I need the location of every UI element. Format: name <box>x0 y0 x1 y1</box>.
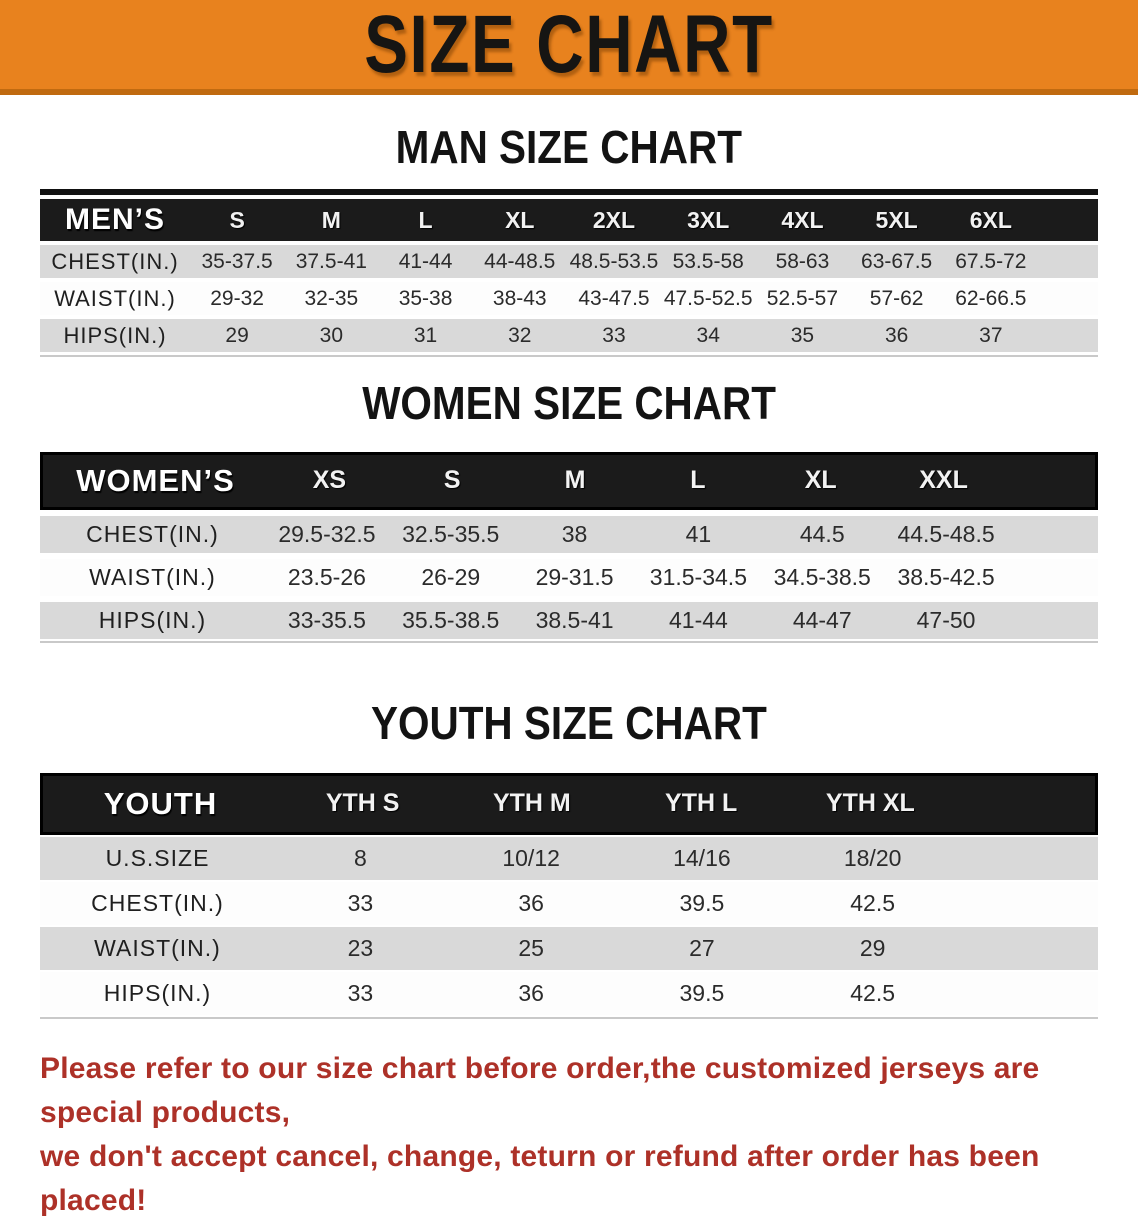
table-row <box>40 559 1098 596</box>
youth-section-heading <box>0 696 1138 749</box>
women-section-title: WOMEN SIZE CHART <box>362 377 776 430</box>
table-cell: 23.5-26 <box>287 563 366 590</box>
table-cell: 26-29 <box>421 563 481 590</box>
table-cell: 41 <box>685 520 712 547</box>
table-cell: 63-67.5 <box>861 249 933 273</box>
table-cell: 31 <box>413 323 438 347</box>
row-label: U.S.SIZE <box>105 844 210 871</box>
youth-section-title: YOUTH SIZE CHART <box>371 696 767 749</box>
table-cell: 47.5-52.5 <box>663 286 753 310</box>
table-cell: 30 <box>319 323 343 347</box>
table-cell: 39.5 <box>679 889 725 916</box>
table-cell: 35-37.5 <box>201 249 273 273</box>
table-row <box>40 927 1098 970</box>
table-cell: 44.5-48.5 <box>897 520 995 547</box>
table-cell: 36 <box>518 889 544 916</box>
table-cell: 38.5-41 <box>535 606 614 633</box>
banner-title: SIZE CHART <box>364 0 774 90</box>
table-cell: 33 <box>602 323 626 347</box>
table-cell: 34.5-38.5 <box>773 563 871 590</box>
table-row <box>40 882 1098 925</box>
row-label: CHEST(IN.) <box>91 889 224 916</box>
table-cell: 14/16 <box>673 844 731 871</box>
table-cell: 44-47 <box>792 606 852 633</box>
table-cell: 33 <box>347 979 374 1006</box>
table-cell: 27 <box>689 934 715 961</box>
table-cell: 52.5-57 <box>766 286 839 310</box>
column-header: XS <box>312 466 347 495</box>
table-cell: 37 <box>979 323 1003 347</box>
table-cell: 25 <box>518 934 544 961</box>
row-label: HIPS(IN.) <box>98 606 207 633</box>
table-cell: 18/20 <box>843 844 902 871</box>
table-cell: 29 <box>859 934 886 961</box>
table-cell: 29 <box>225 323 249 347</box>
table-cell: 42.5 <box>850 889 895 916</box>
women-size-table <box>40 452 1098 643</box>
table-cell: 38 <box>561 520 588 547</box>
column-header: YTH L <box>665 789 738 818</box>
table-cell: 29-32 <box>210 286 264 310</box>
table-cell: 32.5-35.5 <box>402 520 500 547</box>
column-header: 2XL <box>592 206 636 233</box>
column-header: M <box>321 206 341 233</box>
disclaimer-text <box>40 1047 1108 1223</box>
column-header: 5XL <box>875 206 918 233</box>
men-size-table <box>40 189 1098 357</box>
table-cell: 32 <box>508 323 532 347</box>
disclaimer-line-2: we don't accept cancel, change, teturn or refund after order has been placed! <box>40 1139 1040 1217</box>
table-cell: 35-38 <box>398 286 453 310</box>
row-label: CHEST(IN.) <box>51 248 179 274</box>
table-cell: 23 <box>347 934 374 961</box>
column-header: XXL <box>919 466 968 495</box>
row-label: HIPS(IN.) <box>103 979 212 1006</box>
size-chart-banner <box>0 0 1138 95</box>
table-cell: 10/12 <box>502 844 560 871</box>
table-cell: 48.5-53.5 <box>569 249 659 273</box>
table-cell: 35.5-38.5 <box>402 606 500 633</box>
table-cell: 34 <box>696 323 720 347</box>
women-table-header-row <box>40 452 1098 510</box>
row-label: CHEST(IN.) <box>86 520 219 547</box>
table-row <box>40 972 1098 1015</box>
table-row <box>40 516 1098 553</box>
column-header: L <box>690 466 706 495</box>
column-header: M <box>564 466 586 495</box>
table-cell: 43-47.5 <box>578 286 650 310</box>
column-header: XL <box>505 206 535 233</box>
table-cell: 41-44 <box>398 249 453 273</box>
table-cell: 58-63 <box>775 249 830 273</box>
disclaimer-line-1: Please refer to our size chart before order,the customized jerseys are special products, <box>40 1051 1040 1129</box>
youth-table-label: YOUTH <box>103 785 218 821</box>
column-header: L <box>418 206 433 233</box>
table-cell: 32-35 <box>304 286 359 310</box>
table-cell: 67.5-72 <box>955 249 1027 273</box>
table-cell: 36 <box>518 979 544 1006</box>
column-header: XL <box>804 466 837 495</box>
table-cell: 38-43 <box>492 286 547 310</box>
men-section-heading <box>0 123 1138 171</box>
table-cell: 35 <box>790 323 815 347</box>
table-cell: 8 <box>353 844 367 871</box>
column-header: S <box>229 206 245 233</box>
column-header: 4XL <box>781 206 824 233</box>
table-cell: 37.5-41 <box>295 249 367 273</box>
column-header: 6XL <box>969 206 1012 233</box>
row-label: HIPS(IN.) <box>63 322 167 348</box>
women-section-heading <box>0 377 1138 430</box>
women-table-label: WOMEN’S <box>76 462 235 498</box>
table-cell: 44-48.5 <box>484 249 556 273</box>
table-row <box>40 602 1098 639</box>
row-label: WAIST(IN.) <box>94 934 221 961</box>
table-cell: 39.5 <box>679 979 725 1006</box>
table-cell: 33-35.5 <box>287 606 366 633</box>
youth-size-table <box>40 773 1098 1019</box>
table-cell: 29-31.5 <box>535 563 614 590</box>
row-label: WAIST(IN.) <box>89 563 216 590</box>
row-label: WAIST(IN.) <box>54 285 176 311</box>
table-row <box>40 837 1098 880</box>
column-header: 3XL <box>687 206 730 233</box>
youth-table-header-row <box>40 773 1098 835</box>
table-cell: 29.5-32.5 <box>278 520 376 547</box>
column-header: S <box>443 466 461 495</box>
table-cell: 33 <box>347 889 374 916</box>
table-cell: 57-62 <box>869 286 924 310</box>
table-cell: 41-44 <box>668 606 728 633</box>
men-table-label: MEN’S <box>64 203 165 237</box>
table-cell: 47-50 <box>916 606 976 633</box>
column-header: YTH XL <box>825 789 915 818</box>
column-header: YTH M <box>492 789 571 818</box>
column-header: YTH S <box>325 789 400 818</box>
men-section-title: MAN SIZE CHART <box>395 121 743 173</box>
table-cell: 53.5-58 <box>672 249 744 273</box>
men-table-header-row <box>40 199 1098 241</box>
table-cell: 38.5-42.5 <box>897 563 995 590</box>
table-row <box>40 282 1098 315</box>
table-cell: 44.5 <box>799 520 845 547</box>
table-cell: 31.5-34.5 <box>649 563 747 590</box>
table-row <box>40 245 1098 278</box>
table-row <box>40 319 1098 352</box>
table-cell: 42.5 <box>850 979 895 1006</box>
table-cell: 62-66.5 <box>955 286 1027 310</box>
table-cell: 36 <box>884 323 909 347</box>
